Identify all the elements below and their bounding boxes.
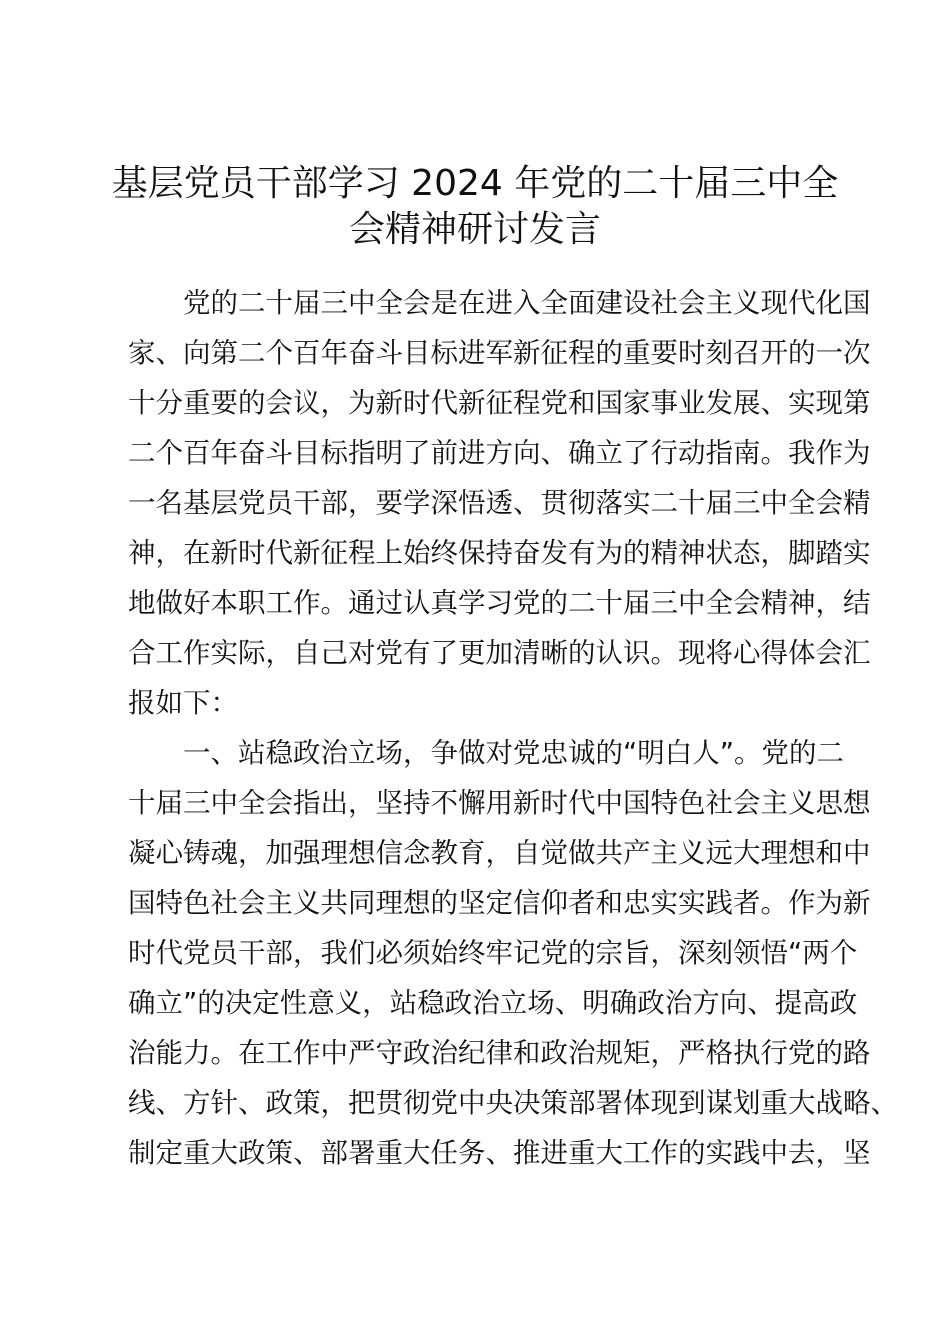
paragraph-1-line-8: 合工作实际，自己对党有了更加清晰的认识。现将心得体会汇 [128,637,871,669]
document-title-line-1: 基层党员干部学习 2024 年党的二十届三中全 [111,163,839,204]
paragraph-1-line-1: 党的二十届三中全会是在进入全面建设社会主义现代化国 [128,287,871,319]
paragraph-1-line-4: 二个百年奋斗目标指明了前进方向、确立了行动指南。我作为 [128,437,871,469]
paragraph-2-line-3: 凝心铸魂，加强理想信念教育，自觉做共产主义远大理想和中 [128,837,871,869]
paragraph-1-line-6: 神，在新时代新征程上始终保持奋发有为的精神状态，脚踏实 [128,537,871,569]
paragraph-2-line-2: 十届三中全会指出，坚持不懈用新时代中国特色社会主义思想 [128,787,871,819]
paragraph-1-line-5: 一名基层党员干部，要学深悟透、贯彻落实二十届三中全会精 [128,487,871,519]
paragraph-2-line-8: 线、方针、政策，把贯彻党中央决策部署体现到谋划重大战略、 [128,1087,898,1119]
paragraph-1-line-7: 地做好本职工作。通过认真学习党的二十届三中全会精神，结 [128,587,871,619]
paragraph-1-line-9: 报如下： [128,687,238,719]
paragraph-2-line-9: 制定重大政策、部署重大任务、推进重大工作的实践中去，坚 [128,1137,871,1169]
paragraph-1-line-3: 十分重要的会议，为新时代新征程党和国家事业发展、实现第 [128,387,871,419]
paragraph-2-line-5: 时代党员干部，我们必须始终牢记党的宗旨，深刻领悟“两个 [128,937,858,969]
document-title-line-2: 会精神研讨发言 [348,209,601,250]
paragraph-2-line-6: 确立”的决定性意义，站稳政治立场、明确政治方向、提高政 [128,987,858,1019]
paragraph-2-line-1: 一、站稳政治立场，争做对党忠诚的“明白人”。党的二 [128,737,844,769]
paragraph-2-line-4: 国特色社会主义共同理想的坚定信仰者和忠实实践者。作为新 [128,887,871,919]
paragraph-2-line-7: 治能力。在工作中严守政治纪律和政治规矩，严格执行党的路 [128,1037,871,1069]
paragraph-1-line-2: 家、向第二个百年奋斗目标进军新征程的重要时刻召开的一次 [128,337,871,369]
